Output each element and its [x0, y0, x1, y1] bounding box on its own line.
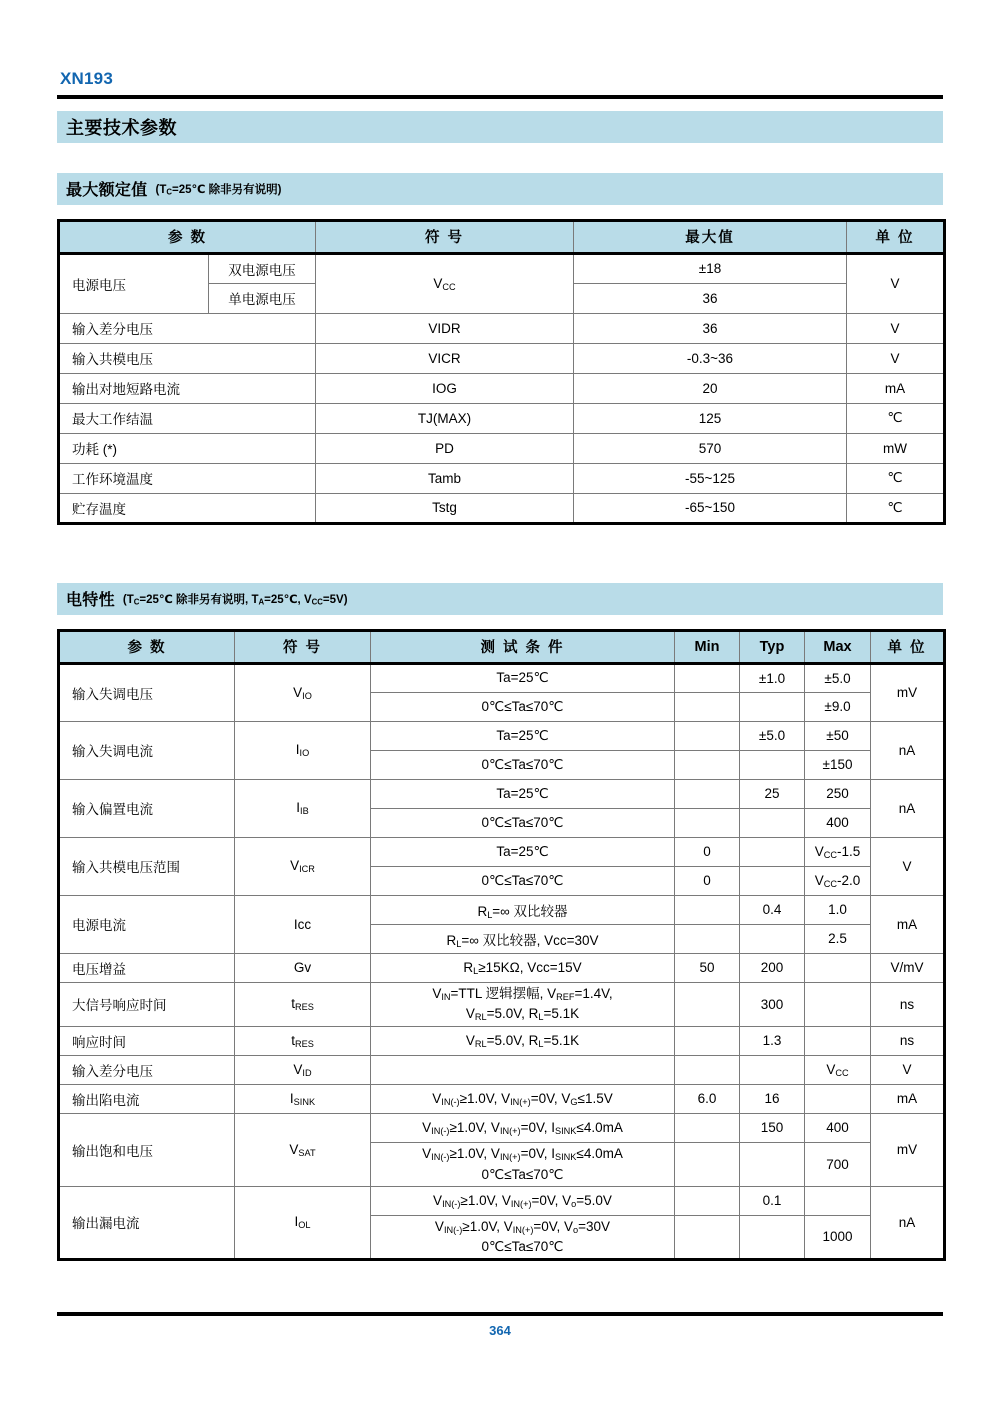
table-row: [59, 895, 945, 924]
cell-symbol: PD: [316, 433, 574, 463]
cell-unit: mV: [871, 663, 945, 721]
col-header-parameter: 参 数: [59, 220, 316, 253]
page-number: 364: [489, 1323, 511, 1338]
cell-max-value: -55~125: [574, 463, 847, 493]
cell-unit: V: [871, 1055, 945, 1084]
cell-test-condition: Ta=25℃: [371, 779, 675, 808]
cell-typ: [740, 808, 805, 837]
cell-symbol: $t_{RES}$: [235, 1026, 371, 1055]
cell-min: 6.0: [675, 1084, 740, 1113]
cell-min: 50: [675, 953, 740, 982]
cell-max: ±150: [805, 750, 871, 779]
cell-test-condition: $V_{IN(-)}\ge 1.0V$, $V_{IN(+)}=0V$, $I_{SINK}\le 4.0mA$: [371, 1113, 675, 1142]
cell-unit: mW: [847, 433, 945, 463]
section-elec-title: 电特性: [66, 592, 115, 610]
col-header-unit: 单 位: [847, 220, 945, 253]
cell-unit: nA: [871, 721, 945, 779]
cell-typ: [740, 866, 805, 895]
cell-parameter: 电源电流: [59, 895, 235, 953]
cell-symbol: Tamb: [316, 463, 574, 493]
cell-unit: ℃: [847, 463, 945, 493]
cell-max: 400: [805, 808, 871, 837]
cell-unit: ns: [871, 1026, 945, 1055]
cell-unit: V: [847, 343, 945, 373]
cell-parameter: 工作环境温度: [59, 463, 316, 493]
cell-symbol: $I_{IO}$: [235, 721, 371, 779]
table-row: [59, 1084, 945, 1113]
cell-parameter: 电源电压: [59, 253, 209, 313]
cell-symbol: $V_{IO}$: [235, 663, 371, 721]
cell-unit: ℃: [847, 493, 945, 523]
cell-max: 400: [805, 1113, 871, 1142]
cell-test-condition: $V_{IN}=TTL$ 逻辑摆幅, $V_{REF}=1.4V$, $V_{RL}=5.0V$, $R_L=5.1K$: [371, 982, 675, 1026]
cell-min: [675, 924, 740, 953]
cell-typ: ±1.0: [740, 663, 805, 692]
cell-max-value: 20: [574, 373, 847, 403]
table-row: [59, 493, 945, 523]
page-content: [57, 0, 943, 1261]
col-header-max-value: 最大值: [574, 220, 847, 253]
cell-min: [675, 721, 740, 750]
cell-max-value: 570: [574, 433, 847, 463]
cell-parameter: 输入失调电压: [59, 663, 235, 721]
cell-test-condition: Ta=25℃: [371, 837, 675, 866]
cell-parameter: 输出饱和电压: [59, 1113, 235, 1186]
cell-test-condition: $V_{IN(-)}\ge 1.0V$, $V_{IN(+)}=0V$, $V_G\le 1.5V$: [371, 1084, 675, 1113]
cell-symbol: IOG: [316, 373, 574, 403]
cell-symbol: $I_{OL}$: [235, 1186, 371, 1259]
cell-symbol: VICR: [316, 343, 574, 373]
cell-max-value: -0.3~36: [574, 343, 847, 373]
cell-typ: [740, 1215, 805, 1259]
cell-test-condition: $R_L=\infty$ 双比较器: [371, 895, 675, 924]
page-title: XN193: [60, 69, 113, 88]
col-header-unit: 单 位: [871, 630, 945, 663]
cell-test-condition: $R_L\ge 15K\Omega$, Vcc=15V: [371, 953, 675, 982]
cell-sub-parameter: 双电源电压: [209, 253, 316, 283]
cell-max: 1000: [805, 1215, 871, 1259]
cell-parameter: 贮存温度: [59, 493, 316, 523]
cell-symbol: TJ(MAX): [316, 403, 574, 433]
cell-min: [675, 1026, 740, 1055]
table-row: [59, 1026, 945, 1055]
cell-max: [805, 1186, 871, 1215]
table-header-row: [59, 630, 945, 663]
cell-symbol: $V_{CC}$: [316, 253, 574, 313]
table-row: [59, 837, 945, 866]
cell-symbol: $V_{ID}$: [235, 1055, 371, 1084]
section-elec-condition: ($T_C=25℃$ 除非另有说明, $T_A=25℃$, $V_{CC}=5V$): [122, 593, 348, 607]
table-row: [59, 433, 945, 463]
cell-max: ±5.0: [805, 663, 871, 692]
cell-min: [675, 1142, 740, 1186]
cell-max-value: 36: [574, 283, 847, 313]
cell-typ: [740, 692, 805, 721]
cell-max-value: -65~150: [574, 493, 847, 523]
cell-min: [675, 750, 740, 779]
cell-symbol: VIDR: [316, 313, 574, 343]
cell-typ: 0.1: [740, 1186, 805, 1215]
cell-max: 1.0: [805, 895, 871, 924]
section-abs-title: 最大额定值: [66, 182, 148, 200]
table-row: [59, 313, 945, 343]
cell-symbol: $V_{ICR}$: [235, 837, 371, 895]
cell-unit: V: [871, 837, 945, 895]
cell-min: 0: [675, 837, 740, 866]
cell-typ: ±5.0: [740, 721, 805, 750]
cell-test-condition: $V_{RL}=5.0V$, $R_L=5.1K$: [371, 1026, 675, 1055]
table-row: [59, 403, 945, 433]
cell-min: [675, 1215, 740, 1259]
col-header-symbol: 符 号: [316, 220, 574, 253]
cell-parameter: 输入共模电压: [59, 343, 316, 373]
table-row: [59, 1055, 945, 1084]
cell-min: 0: [675, 866, 740, 895]
cell-symbol: $t_{RES}$: [235, 982, 371, 1026]
cell-test-condition: Ta=25℃: [371, 663, 675, 692]
section-banner-main: [57, 111, 943, 143]
cell-min: [675, 808, 740, 837]
cell-min: [675, 1113, 740, 1142]
cell-symbol: $I_{SINK}$: [235, 1084, 371, 1113]
cell-min: [675, 1055, 740, 1084]
cell-symbol: $V_{SAT}$: [235, 1113, 371, 1186]
cell-test-condition: 0℃≤Ta≤70℃: [371, 692, 675, 721]
cell-parameter: 输入差分电压: [59, 313, 316, 343]
header-rule: [57, 95, 943, 99]
cell-min: [675, 1186, 740, 1215]
cell-unit: mV: [871, 1113, 945, 1186]
cell-max: ±50: [805, 721, 871, 750]
cell-parameter: 输入偏置电流: [59, 779, 235, 837]
table-row: [59, 373, 945, 403]
cell-unit: ns: [871, 982, 945, 1026]
cell-min: [675, 692, 740, 721]
cell-parameter: 输入差分电压: [59, 1055, 235, 1084]
col-header-max: Max: [805, 630, 871, 663]
cell-unit: ℃: [847, 403, 945, 433]
cell-max-value: 125: [574, 403, 847, 433]
cell-min: [675, 895, 740, 924]
cell-unit: mA: [847, 373, 945, 403]
footer-rule: [57, 1312, 943, 1316]
cell-unit: nA: [871, 1186, 945, 1259]
cell-max: $V_{CC}-1.5$: [805, 837, 871, 866]
electrical-characteristics-table: [57, 629, 946, 1261]
cell-test-condition: 0℃≤Ta≤70℃: [371, 808, 675, 837]
cell-min: [675, 982, 740, 1026]
cell-parameter: 大信号响应时间: [59, 982, 235, 1026]
cell-parameter: 输出漏电流: [59, 1186, 235, 1259]
cell-test-condition: $V_{IN(-)}\ge 1.0V$, $V_{IN(+)}=0V$, $V_o=30V$ 0℃≤Ta≤70℃: [371, 1215, 675, 1259]
cell-typ: 25: [740, 779, 805, 808]
cell-test-condition: 0℃≤Ta≤70℃: [371, 866, 675, 895]
table-row: [59, 253, 945, 283]
cell-min: [675, 779, 740, 808]
cell-typ: 150: [740, 1113, 805, 1142]
cell-typ: 0.4: [740, 895, 805, 924]
cell-parameter: 电压增益: [59, 953, 235, 982]
page-footer: [57, 1312, 943, 1338]
table-row: [59, 721, 945, 750]
cell-typ: [740, 1142, 805, 1186]
cell-symbol: $I_{IB}$: [235, 779, 371, 837]
cell-max: 700: [805, 1142, 871, 1186]
cell-unit: mA: [871, 895, 945, 953]
cell-min: [675, 663, 740, 692]
table-row: [59, 463, 945, 493]
cell-typ: 200: [740, 953, 805, 982]
cell-parameter: 功耗 (*): [59, 433, 316, 463]
cell-symbol: Gv: [235, 953, 371, 982]
cell-parameter: 输出陷电流: [59, 1084, 235, 1113]
cell-max: [805, 982, 871, 1026]
table-row: [59, 663, 945, 692]
cell-max: ±9.0: [805, 692, 871, 721]
cell-symbol: Tstg: [316, 493, 574, 523]
cell-max: [805, 1026, 871, 1055]
cell-max: $V_{CC}$: [805, 1055, 871, 1084]
cell-typ: [740, 924, 805, 953]
cell-unit: nA: [871, 779, 945, 837]
cell-parameter: 输出对地短路电流: [59, 373, 316, 403]
cell-sub-parameter: 单电源电压: [209, 283, 316, 313]
cell-unit: V/mV: [871, 953, 945, 982]
cell-typ: [740, 1055, 805, 1084]
section-abs-condition: ($T_C=25℃$ 除非另有说明): [155, 183, 282, 197]
table-row: [59, 1113, 945, 1142]
cell-test-condition: [371, 1055, 675, 1084]
cell-parameter: 响应时间: [59, 1026, 235, 1055]
cell-test-condition: Ta=25℃: [371, 721, 675, 750]
cell-typ: 16: [740, 1084, 805, 1113]
section-main-title: 主要技术参数: [66, 117, 177, 138]
cell-typ: 1.3: [740, 1026, 805, 1055]
cell-max: $V_{CC}-2.0$: [805, 866, 871, 895]
cell-symbol: Icc: [235, 895, 371, 953]
cell-parameter: 输入共模电压范围: [59, 837, 235, 895]
cell-typ: [740, 750, 805, 779]
cell-test-condition: $V_{IN(-)}\ge 1.0V$, $V_{IN(+)}=0V$, $I_{SINK}\le 4.0mA$ 0℃≤Ta≤70℃: [371, 1142, 675, 1186]
cell-parameter: 输入失调电流: [59, 721, 235, 779]
col-header-typ: Typ: [740, 630, 805, 663]
table-row: [59, 1186, 945, 1215]
section-banner-abs-max: [57, 173, 943, 205]
cell-unit: mA: [871, 1084, 945, 1113]
cell-unit: V: [847, 253, 945, 313]
cell-max: [805, 953, 871, 982]
col-header-test-conditions: 测 试 条 件: [371, 630, 675, 663]
cell-typ: [740, 837, 805, 866]
table-row: [59, 343, 945, 373]
table-row: [59, 779, 945, 808]
cell-max-value: 36: [574, 313, 847, 343]
section-banner-electrical: [57, 583, 943, 615]
cell-max: [805, 1084, 871, 1113]
table-header-row: [59, 220, 945, 253]
table-row: [59, 982, 945, 1026]
cell-max: 2.5: [805, 924, 871, 953]
cell-max-value: ±18: [574, 253, 847, 283]
table-row: [59, 953, 945, 982]
cell-unit: V: [847, 313, 945, 343]
col-header-min: Min: [675, 630, 740, 663]
cell-test-condition: 0℃≤Ta≤70℃: [371, 750, 675, 779]
cell-test-condition: $V_{IN(-)}\ge 1.0V$, $V_{IN(+)}=0V$, $V_o=5.0V$: [371, 1186, 675, 1215]
cell-parameter: 最大工作结温: [59, 403, 316, 433]
absolute-maximum-ratings-table: [57, 219, 946, 525]
cell-max: 250: [805, 779, 871, 808]
cell-typ: 300: [740, 982, 805, 1026]
cell-test-condition: $R_L=\infty$ 双比较器, Vcc=30V: [371, 924, 675, 953]
col-header-symbol: 符 号: [235, 630, 371, 663]
col-header-parameter: 参 数: [59, 630, 235, 663]
